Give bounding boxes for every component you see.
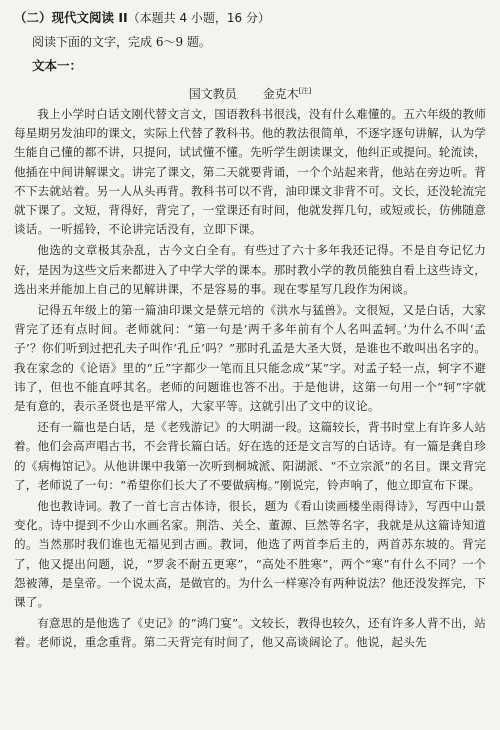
section-score-note: （本题共 4 小题，16 分） (127, 11, 271, 25)
article-header (14, 82, 486, 103)
article-paragraph: 有意思的是他选了《史记》的“鸿门宴”。文较长，教得也较久，还有许多人背不出，站着。老师说，重念重背。第二天背完有时间了，他又高谈阔论了。他说，起头先 (14, 616, 486, 650)
article-paragraph: 我上小学时白话文刚代替文言文，国语教科书很浅，没有什么难懂的。五六年级的教师每星期另发油印的课文，实际上代替了教科书。他的教法很简单，不逐字逐句讲解，认为学生能自己懂的都不讲，只提问，试试懂不懂。先听学生朗读课文，他纠正或提问。轮流读，他插在中间讲解课文。讲完了课文，第二天就要背诵，一个个站起来背，他站在旁边听。背不下去就站着。另一人从头再背。教科书可以不背，油印课文非背不可。文长，还没轮流完就下课了。文短，背得好，背完了，一堂课还有时间，他就发挥几句，或短或长，仿佛随意谈话。一听摇铃，不论讲完话没有，立即下课。 (14, 107, 486, 237)
article-author: 金克木 (262, 87, 299, 101)
section-title: （二）现代文阅读 II (14, 10, 128, 25)
author-footnote-mark: [注] (298, 87, 312, 95)
text-one-label: 文本一： (32, 58, 83, 73)
section-heading (14, 8, 486, 28)
article-paragraph: 他选的文章极其杂乱，古今文白全有。有些过了六十多年我还记得。不是自夸记忆力好，是因为这些文后来都进入了中学大学的课本。那时教小学的教员能独自看上这些诗文，选出来并能加上自己的见解讲课，不是容易的事。现在零星写几段作为闲谈。 (14, 243, 486, 296)
article-title: 国文教员 (188, 87, 237, 101)
article-paragraph: 他也教诗词。教了一首七言古体诗，很长，题为《看山读画楼坐雨得诗》，写西中山景变化。诗中提到不少山水画名家。荆浩、关仝、董源、巨然等名字，我就是从这篇诗知道的。当然那时我们谁也无福见到古画。教词，他选了两首李后主的，两首苏东坡的。背完了，他又提出问题，说，“罗衾不耐五更寒”，“高处不胜寒”，两个“寒”有什么不同？一个怨被薄，是皇帝。一个说太高，是做官的。为什么一样寒冷有两种说法？他还没发挥完，下课了。 (14, 499, 486, 610)
article-paragraph: 记得五年级上的第一篇油印课文是蔡元培的《洪水与猛兽》。文很短，又是白话，大家背完了还有点时间。老师就问：“第一句是‘两千多年前有个人名叫孟轲。’为什么不叫‘孟子’？你们听到过把孔夫子叫作‘孔丘’吗？”那时孔孟是大圣大贤，是谁也不敢叫出名字的。我在家念的《论语》里的“丘”字都少一笔而且只能念成“某”字。对孟子轻一点，轲字不避讳了，但也不能直呼其名。老师的问题谁也答不出。于是他讲，这第一句用一个“轲”字就是有意的，表示圣贤也是平常人，大家平等。这就引出了文中的议论。 (14, 303, 486, 414)
article-body (14, 105, 486, 653)
reading-instruction: 阅读下面的文字，完成 6～9 题。 (32, 35, 211, 49)
article-paragraph: 还有一篇也是白话，是《老残游记》的大明湖一段。这篇较长，背书时堂上有许多人站着。他们会高声唱古书，不会背长篇白话。好在选的还是文言写的白话诗。有一篇是龚自珍的《病梅馆记》。从他讲课中我第一次听到桐城派、阳湖派、“不立宗派”的名目。课文背完了，老师说了一句：“希望你们长大了不要做病梅。”刚说完，铃声响了，他立即宣布下课。 (14, 420, 486, 492)
page-bottom-fade (0, 720, 500, 730)
